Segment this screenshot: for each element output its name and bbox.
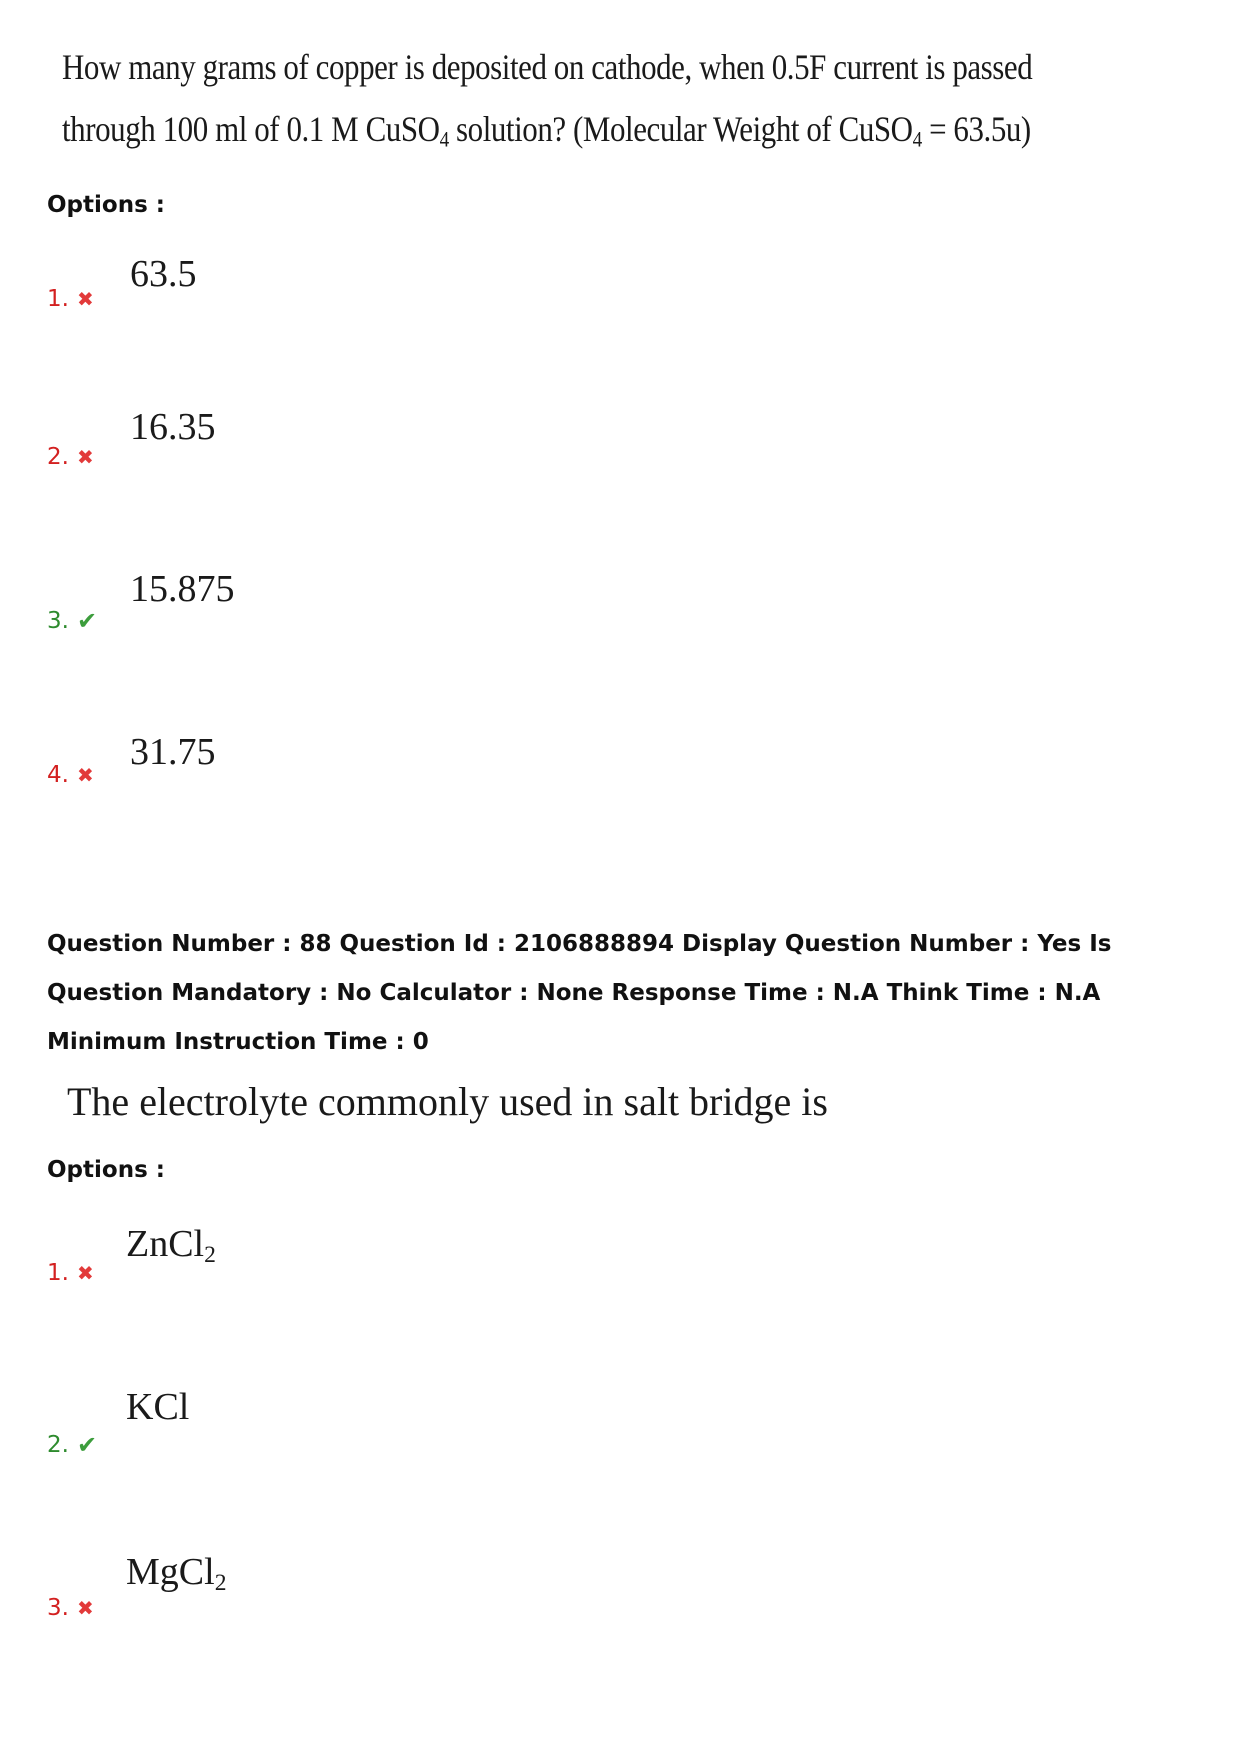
cross-icon: ✖	[76, 1261, 94, 1285]
question-2-text: The electrolyte commonly used in salt bridge is	[67, 1079, 828, 1124]
question-1-subscript-2: 4	[912, 126, 922, 152]
q1-option-2	[47, 444, 94, 470]
q1-option-1-value: 63.5	[130, 253, 197, 295]
q1-option-4-value: 31.75	[130, 731, 216, 773]
q1-option-2-number: 2.	[47, 444, 69, 470]
q1-option-4-number: 4.	[47, 762, 69, 788]
q2-option-3-number: 3.	[47, 1595, 69, 1621]
cross-icon: ✖	[76, 763, 94, 787]
cross-icon: ✖	[76, 445, 94, 469]
check-icon: ✔	[76, 1431, 98, 1459]
q1-option-4	[47, 762, 94, 788]
question-1-subscript-1: 4	[439, 126, 449, 152]
q2-option-1-formula: ZnCl	[126, 1223, 205, 1265]
q2-option-3-formula: MgCl	[126, 1551, 215, 1593]
cross-icon: ✖	[76, 287, 94, 311]
q1-option-3-number: 3.	[47, 608, 69, 634]
q1-option-1	[47, 286, 94, 312]
question-1-line-2-part-3: = 63.5u)	[921, 109, 1031, 149]
q2-option-2-number: 2.	[47, 1432, 69, 1458]
question-2-options-label: Options :	[47, 1157, 165, 1183]
q2-option-3-subscript: 2	[214, 1569, 227, 1596]
q1-option-2-value: 16.35	[130, 406, 216, 448]
q2-option-2-value	[126, 1385, 189, 1429]
question-1-options-label: Options :	[47, 192, 165, 218]
question-1-line-1-text: How many grams of copper is deposited on cathode, when 0.5F current is passed	[62, 47, 1033, 87]
q2-option-1-value	[126, 1222, 216, 1269]
q2-option-1	[47, 1260, 94, 1286]
q2-option-1-number: 1.	[47, 1260, 69, 1286]
q1-option-1-number: 1.	[47, 286, 69, 312]
check-icon: ✔	[76, 607, 98, 635]
question-1-line-2	[62, 108, 1031, 153]
question-1-line-2-part-2: solution? (Molecular Weight of CuSO	[448, 109, 913, 149]
question-2-meta: Question Number : 88 Question Id : 2106888894 Display Question Number : Yes Is Question Mandatory : No Calculator : None Response Time : N.A Think Time : N.A Minimum Instruction Time : 0	[47, 931, 1112, 1055]
q1-option-3-value: 15.875	[130, 568, 235, 610]
q1-option-3	[47, 608, 97, 634]
q2-option-1-subscript: 2	[204, 1241, 216, 1268]
q2-option-3-value	[126, 1550, 226, 1597]
question-1-line-1	[62, 46, 1032, 88]
q2-option-3	[47, 1595, 94, 1621]
question-1-line-2-part-1: through 100 ml of 0.1 M CuSO	[62, 109, 440, 149]
q2-option-2	[47, 1432, 97, 1458]
q2-option-2-formula: KCl	[126, 1386, 190, 1428]
cross-icon: ✖	[76, 1596, 94, 1620]
